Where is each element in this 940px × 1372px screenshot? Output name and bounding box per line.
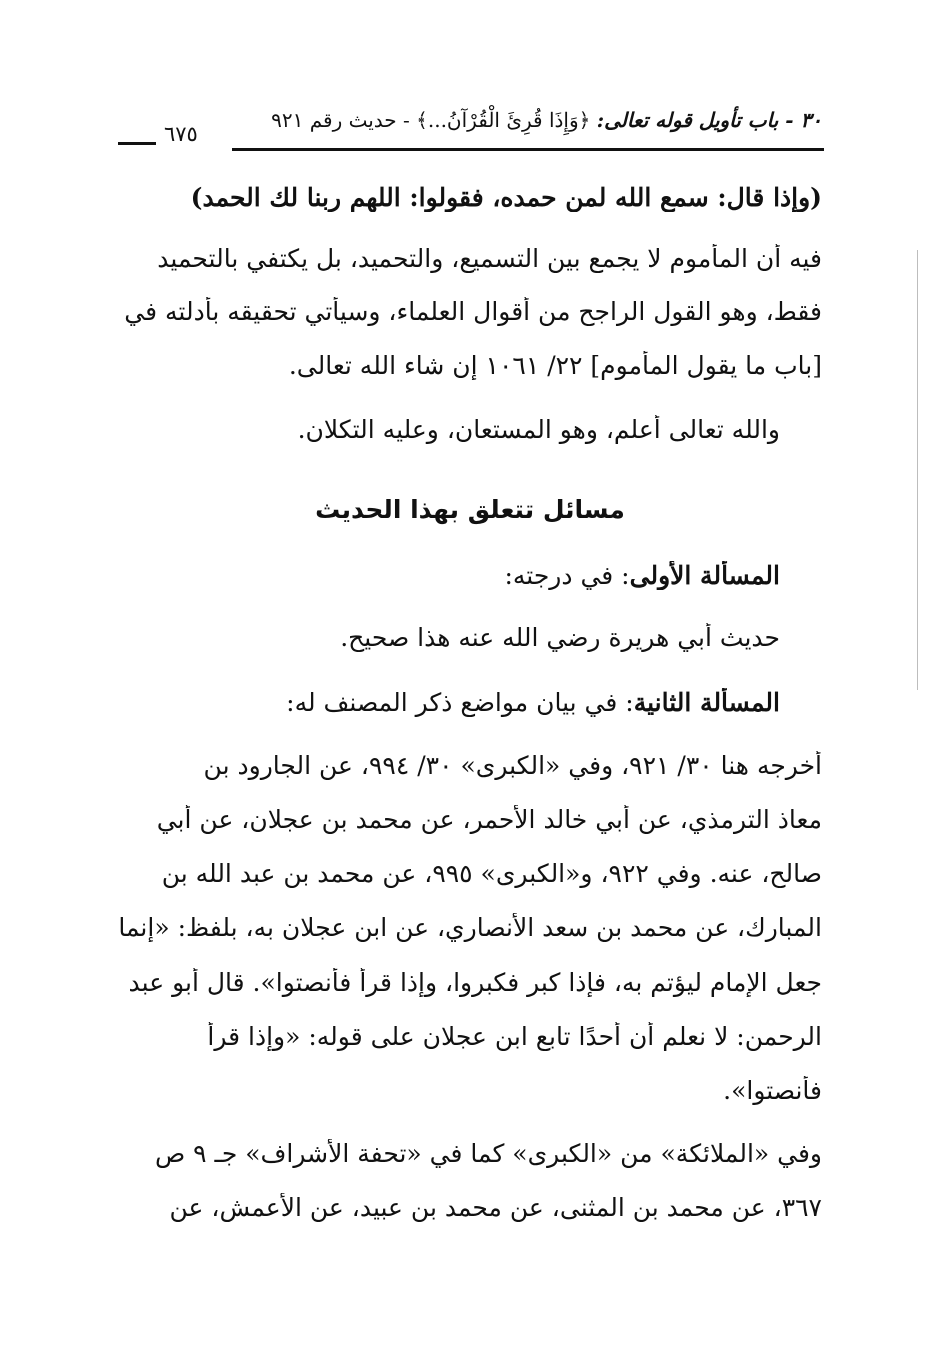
- page-number: ٦٧٥: [164, 122, 198, 146]
- question-1: [116, 561, 780, 590]
- para3-line-2: ٣٦٧، عن محمد بن المثنى، عن محمد بن عبيد، عن الأعمش، عن: [169, 1193, 822, 1222]
- question-1-text: : في درجته:: [504, 561, 630, 590]
- para1-line-3: [باب ما يقول المأموم] ٢٢/ ١٠٦١ إن شاء الله تعالى.: [288, 351, 822, 380]
- para3-line-1: وفي «الملائكة» من «الكبرى» كما في «تحفة الأشراف» جـ ٩ ص: [154, 1139, 822, 1168]
- question-1-answer: حديث أبي هريرة رضي الله عنه هذا صحيح.: [340, 623, 780, 652]
- para2-line-7: فأنصتوا».: [723, 1076, 822, 1105]
- para1-line-2: فقط، وهو القول الراجح من أقوال العلماء، وسيأتي تحقيقه بأدلته في: [124, 297, 822, 326]
- header-title-verse: ﴿وَإِذَا قُرِئَ الْقُرْآنُ...﴾ - حديث رقم ٩٢١: [271, 108, 597, 132]
- header-title: [271, 108, 822, 132]
- closing-line: والله تعالى أعلم، وهو المستعان، وعليه التكلان.: [297, 415, 780, 444]
- header-rule: [232, 148, 824, 151]
- para2-line-3: صالح، عنه. وفي ٩٢٢، و«الكبرى» ٩٩٥، عن محمد بن عبد الله بن: [161, 859, 822, 888]
- running-header: [118, 108, 822, 152]
- para2-line-5: جعل الإمام ليؤتم به، فإذا كبر فكبروا، وإذا قرأ فأنصتوا». قال أبو عبد: [128, 968, 822, 997]
- question-2-label: المسألة الثانية: [633, 688, 780, 717]
- para2-line-2: معاذ الترمذي، عن أبي خالد الأحمر، عن محمد بن عجلان، عن أبي: [156, 805, 822, 834]
- question-1-label: المسألة الأولى: [629, 561, 780, 590]
- para2-line-6: الرحمن: لا نعلم أن أحدًا تابع ابن عجلان على قوله: «وإذا قرأ: [207, 1022, 822, 1051]
- section-title: مسائل تتعلق بهذا الحديث: [315, 495, 625, 524]
- margin-rule: [917, 250, 918, 690]
- para1-line-1: فيه أن المأموم لا يجمع بين التسميع، والتحميد، بل يكتفي بالتحميد: [157, 244, 822, 273]
- para2-line-4: المبارك، عن محمد بن سعد الأنصاري، عن ابن عجلان به، بلفظ: «إنما: [118, 913, 822, 942]
- page-number-dash: [118, 142, 156, 145]
- hadith-quote-line: (وإذا قال: سمع الله لمن حمده، فقولوا: اللهم ربنا لك الحمد): [190, 183, 822, 212]
- question-2-text: : في بيان مواضع ذكر المصنف له:: [286, 688, 634, 717]
- para2-line-1: أخرجه هنا ٣٠/ ٩٢١، وفي «الكبرى» ٣٠/ ٩٩٤، عن الجارود بن: [203, 751, 822, 780]
- question-2: [116, 688, 780, 717]
- header-title-chapter: ٣٠ - باب تأويل قوله تعالى:: [596, 108, 822, 132]
